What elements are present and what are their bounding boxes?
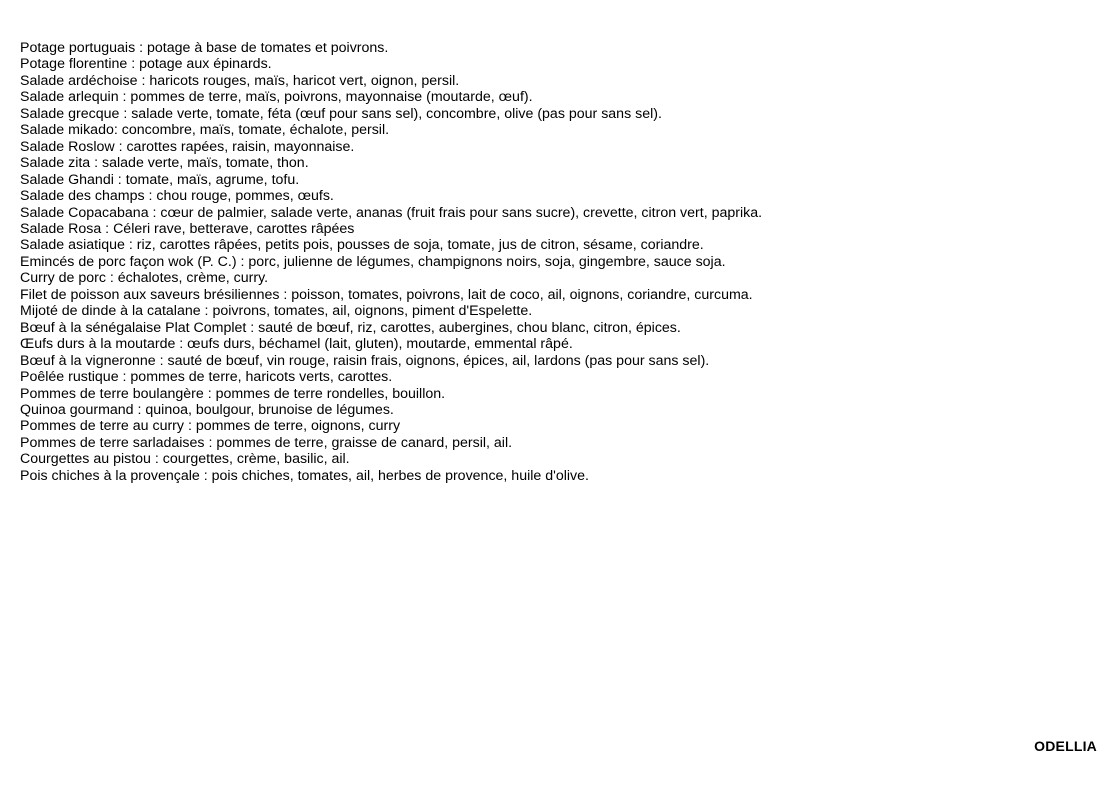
list-item: Curry de porc : échalotes, crème, curry. [20, 270, 269, 287]
list-item: Salade grecque : salade verte, tomate, féta (œuf pour sans sel), concombre, olive (pas pour sans sel). [20, 105, 662, 122]
list-item: Œufs durs à la moutarde : œufs durs, béchamel (lait, gluten), moutarde, emmental râpé. [20, 336, 573, 353]
list-item: Bœuf à la sénégalaise Plat Complet : sauté de bœuf, riz, carottes, aubergines, chou blanc, citron, épices. [20, 319, 681, 336]
footer-brand: ODELLIA [1034, 738, 1097, 754]
list-item: Quinoa gourmand : quinoa, boulgour, brunoise de légumes. [20, 401, 394, 418]
list-item: Salade ardéchoise : haricots rouges, maïs, haricot vert, oignon, persil. [20, 72, 460, 89]
list-item: Filet de poisson aux saveurs brésiliennes : poisson, tomates, poivrons, lait de coco, ail, oignons, coriandre, curcuma. [20, 286, 753, 303]
list-item: Pommes de terre au curry : pommes de terre, oignons, curry [20, 418, 401, 435]
list-item: Salade des champs : chou rouge, pommes, œufs. [20, 188, 334, 205]
list-item: Mijoté de dinde à la catalane : poivrons, tomates, ail, oignons, piment d'Espelette. [20, 303, 533, 320]
list-item: Salade arlequin : pommes de terre, maïs, poivrons, mayonnaise (moutarde, œuf). [20, 89, 533, 106]
list-item: Salade zita : salade verte, maïs, tomate, thon. [20, 155, 309, 172]
list-item: Poêlée rustique : pommes de terre, haricots verts, carottes. [20, 369, 393, 386]
list-item: Bœuf à la vigneronne : sauté de bœuf, vin rouge, raisin frais, oignons, épices, ail, lardons (pas pour sans sel). [20, 352, 710, 369]
list-item: Salade Roslow : carottes rapées, raisin, mayonnaise. [20, 138, 355, 155]
recipe-ingredient-list [20, 40, 1100, 484]
list-item: Pois chiches à la provençale : pois chiches, tomates, ail, herbes de provence, huile d'olive. [20, 467, 589, 484]
list-item: Potage florentine : potage aux épinards. [20, 56, 272, 73]
list-item: Salade Rosa : Céleri rave, betterave, carottes râpées [20, 220, 355, 237]
list-item: Salade mikado: concombre, maïs, tomate, échalote, persil. [20, 122, 390, 139]
list-item: Potage portuguais : potage à base de tomates et poivrons. [20, 40, 389, 56]
list-item: Emincés de porc façon wok (P. C.) : porc, julienne de légumes, champignons noirs, soja, gingembre, sauce soja. [20, 253, 726, 270]
list-item: Salade Copacabana : cœur de palmier, salade verte, ananas (fruit frais pour sans sucre), crevette, citron vert, paprika. [20, 204, 763, 221]
list-item: Pommes de terre boulangère : pommes de terre rondelles, bouillon. [20, 385, 446, 402]
list-item: Salade asiatique : riz, carottes râpées, petits pois, pousses de soja, tomate, jus de citron, sésame, coriandre. [20, 237, 704, 254]
list-item: Salade Ghandi : tomate, maïs, agrume, tofu. [20, 171, 300, 188]
list-item: Pommes de terre sarladaises : pommes de terre, graisse de canard, persil, ail. [20, 434, 513, 451]
list-item: Courgettes au pistou : courgettes, crème, basilic, ail. [20, 451, 350, 468]
